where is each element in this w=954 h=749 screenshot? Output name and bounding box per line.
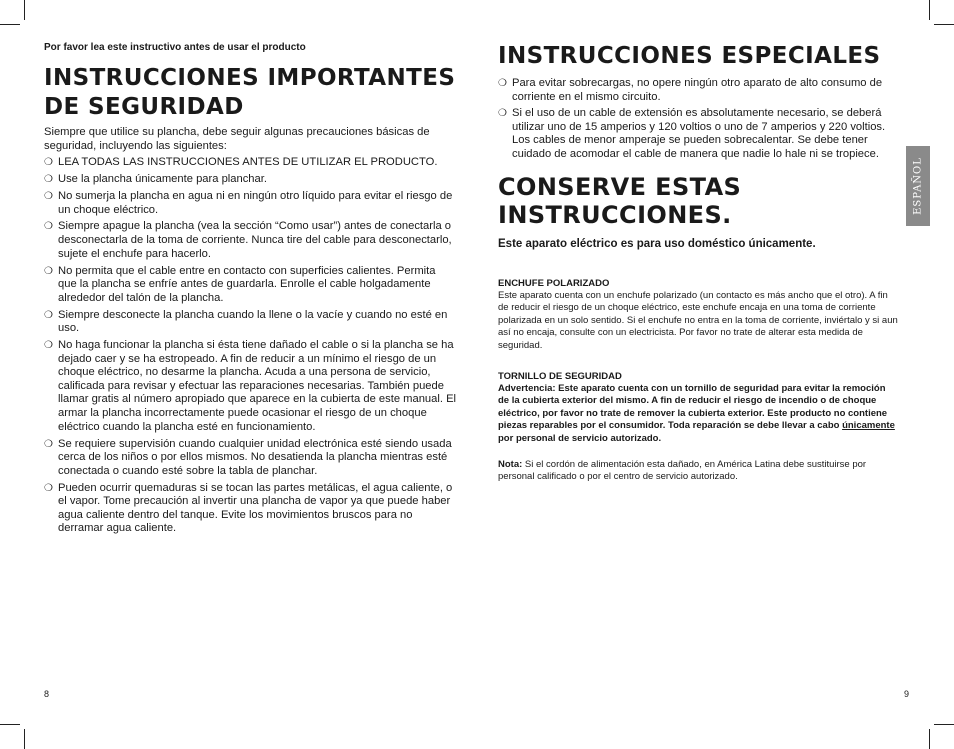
left-page — [44, 42, 456, 539]
bullet-circle-icon: ❍ — [44, 190, 53, 202]
list-item-text: No haga funcionar la plancha si ésta tiene dañado el cable o si la plancha se ha dejado caer y se ha estropeado. A fin de reducir a un mínimo el riesgo de un choque eléctrico, no desarme la plancha. Acuda a una persona de servicio, calificada para revisar y efectuar las reparaciones necesarias. También puede llamar gratis al número apropiado que aparece en la cubierta de este manual. El armar la plancha incorrectamente puede ocasionar el riesgo de un choque eléctrico cuando la plancha esté en funcionamiento. — [58, 339, 457, 433]
list-item — [44, 339, 456, 434]
bullet-circle-icon: ❍ — [44, 265, 53, 277]
bullet-circle-icon: ❍ — [44, 438, 53, 450]
bullet-circle-icon: ❍ — [498, 78, 507, 89]
list-item-text: Siempre desconecte la plancha cuando la llene o la vacíe y cuando no esté en uso. — [58, 308, 448, 335]
crop-mark — [929, 729, 930, 749]
polarized-plug-text: Este aparato cuenta con un enchufe polarizado (un contacto es más ancho que el otro). A fin de reducir el riesgo de un choque eléctrico, este enchufe encaja en una toma de corriente polarizada en un solo sentido. Si el enchufe no entra en la toma de corriente, inviértalo y si aun así no encaja, consulte con un electricista. Por favor no trate de alterar esta medida de seguridad. — [498, 289, 898, 351]
special-list — [498, 77, 898, 162]
crop-mark — [0, 24, 20, 25]
list-item — [44, 482, 456, 536]
safety-title-line2: DE SEGURIDAD — [44, 94, 244, 120]
safety-list — [44, 156, 456, 536]
page-number-right: 9 — [904, 689, 910, 699]
crop-mark — [0, 724, 20, 725]
list-item-text: LEA TODAS LAS INSTRUCCIONES ANTES DE UTILIZAR EL PRODUCTO. — [58, 156, 438, 169]
list-item — [44, 173, 456, 187]
polarized-plug-heading: ENCHUFE POLARIZADO — [498, 277, 610, 289]
list-item — [498, 107, 898, 161]
list-item-text: Use la plancha únicamente para planchar. — [58, 173, 267, 186]
household-note: Este aparato eléctrico es para uso doméstico únicamente. — [498, 237, 816, 250]
language-tab-label: ESPAÑOL — [912, 157, 924, 215]
list-item — [44, 265, 456, 306]
crop-mark — [24, 729, 25, 749]
conserve-title: CONSERVE ESTAS INSTRUCCIONES. — [498, 172, 742, 229]
special-instructions-title: INSTRUCCIONES ESPECIALES — [498, 43, 881, 69]
list-item — [44, 190, 456, 217]
note-label: Nota: — [498, 458, 523, 470]
bullet-circle-icon: ❍ — [44, 482, 53, 494]
safety-screw-text-after: por personal de servicio autorizado. — [498, 432, 662, 444]
bullet-circle-icon: ❍ — [44, 221, 53, 233]
list-item — [44, 156, 456, 170]
crop-mark — [929, 0, 930, 20]
right-page — [498, 42, 898, 493]
note-text: Si el cordón de alimentación esta dañado, en América Latina debe sustituirse por personal calificado o por el centro de servicio autorizado. — [498, 458, 867, 483]
safety-screw-underlined: únicamente — [842, 420, 895, 432]
list-item — [44, 438, 456, 479]
list-item — [44, 309, 456, 336]
safety-intro: Siempre que utilice su plancha, debe seguir algunas precauciones básicas de seguridad, incluyendo las siguientes: — [44, 126, 430, 152]
list-item — [44, 220, 456, 261]
list-item-text: Pueden ocurrir quemaduras si se tocan las partes metálicas, el agua caliente, o el vapor. Tome precaución al invertir una plancha de vapor ya que puede haber agua caliente dentro del tanque. Evite los movimientos bruscos para no derramar agua caliente. — [58, 481, 453, 535]
bullet-circle-icon: ❍ — [44, 340, 53, 352]
bullet-circle-icon: ❍ — [44, 174, 53, 186]
bullet-circle-icon: ❍ — [498, 108, 507, 120]
list-item-text: No permita que el cable entre en contacto con superficies calientes. Permita que la plancha se enfríe antes de guardarla. Enrolle el cable holgadamente alrededor del talón de la plancha. — [58, 264, 436, 304]
safety-title-line1: INSTRUCCIONES IMPORTANTES — [44, 65, 456, 91]
list-item-text: Siempre apague la plancha (vea la sección “Como usar”) antes de conectarla o desconectarla de la toma de corriente. Nunca tire del cable para desconectarlo, sujete el enchufe para hacerlo. — [58, 220, 452, 260]
bullet-circle-icon: ❍ — [44, 309, 53, 321]
list-item-text: Si el uso de un cable de extensión es absolutamente necesario, se deberá utilizar uno de 15 amperios y 120 voltios o uno de 7 amperios y 220 voltios. Los cables de menor amperaje se pueden sobrecalentar. Se debe tener cuidado de acomodar el cable de manera que nadie lo hale ni se tropiece. — [512, 107, 886, 160]
crop-mark — [934, 24, 954, 25]
list-item-text: Para evitar sobrecargas, no opere ningún otro aparato de alto consumo de corriente en el mismo circuito. — [512, 77, 883, 103]
language-tab — [906, 146, 930, 226]
safety-screw-text — [498, 383, 898, 446]
safety-title — [44, 64, 456, 122]
page-number-left: 8 — [44, 689, 50, 699]
bullet-circle-icon: ❍ — [44, 157, 53, 169]
power-cord-note — [498, 459, 898, 484]
list-item — [498, 77, 898, 104]
safety-screw-text-before: Advertencia: Este aparato cuenta con un tornillo de seguridad para evitar la remoción de la cubierta exterior del mismo. A fin de reducir el riesgo de incendio o de choque eléctrico, por favor no trate de remover la cubierta exterior. Este producto no contiene piezas reparables por el consumidor. Toda reparación se debe llevar a cabo — [498, 382, 888, 432]
safety-screw-heading: TORNILLO DE SEGURIDAD — [498, 370, 622, 382]
list-item-text: No sumerja la plancha en agua ni en ningún otro líquido para evitar el riesgo de un choque eléctrico. — [58, 189, 453, 216]
crop-mark — [24, 0, 25, 20]
list-item-text: Se requiere supervisión cuando cualquier unidad electrónica esté siendo usada cerca de los niños o por ellos mismos. No desatienda la plancha mientras esté conectada o cuando esté sobre la tabla de planchar. — [58, 437, 452, 477]
crop-mark — [934, 724, 954, 725]
pretitle: Por favor lea este instructivo antes de usar el producto — [44, 42, 306, 53]
